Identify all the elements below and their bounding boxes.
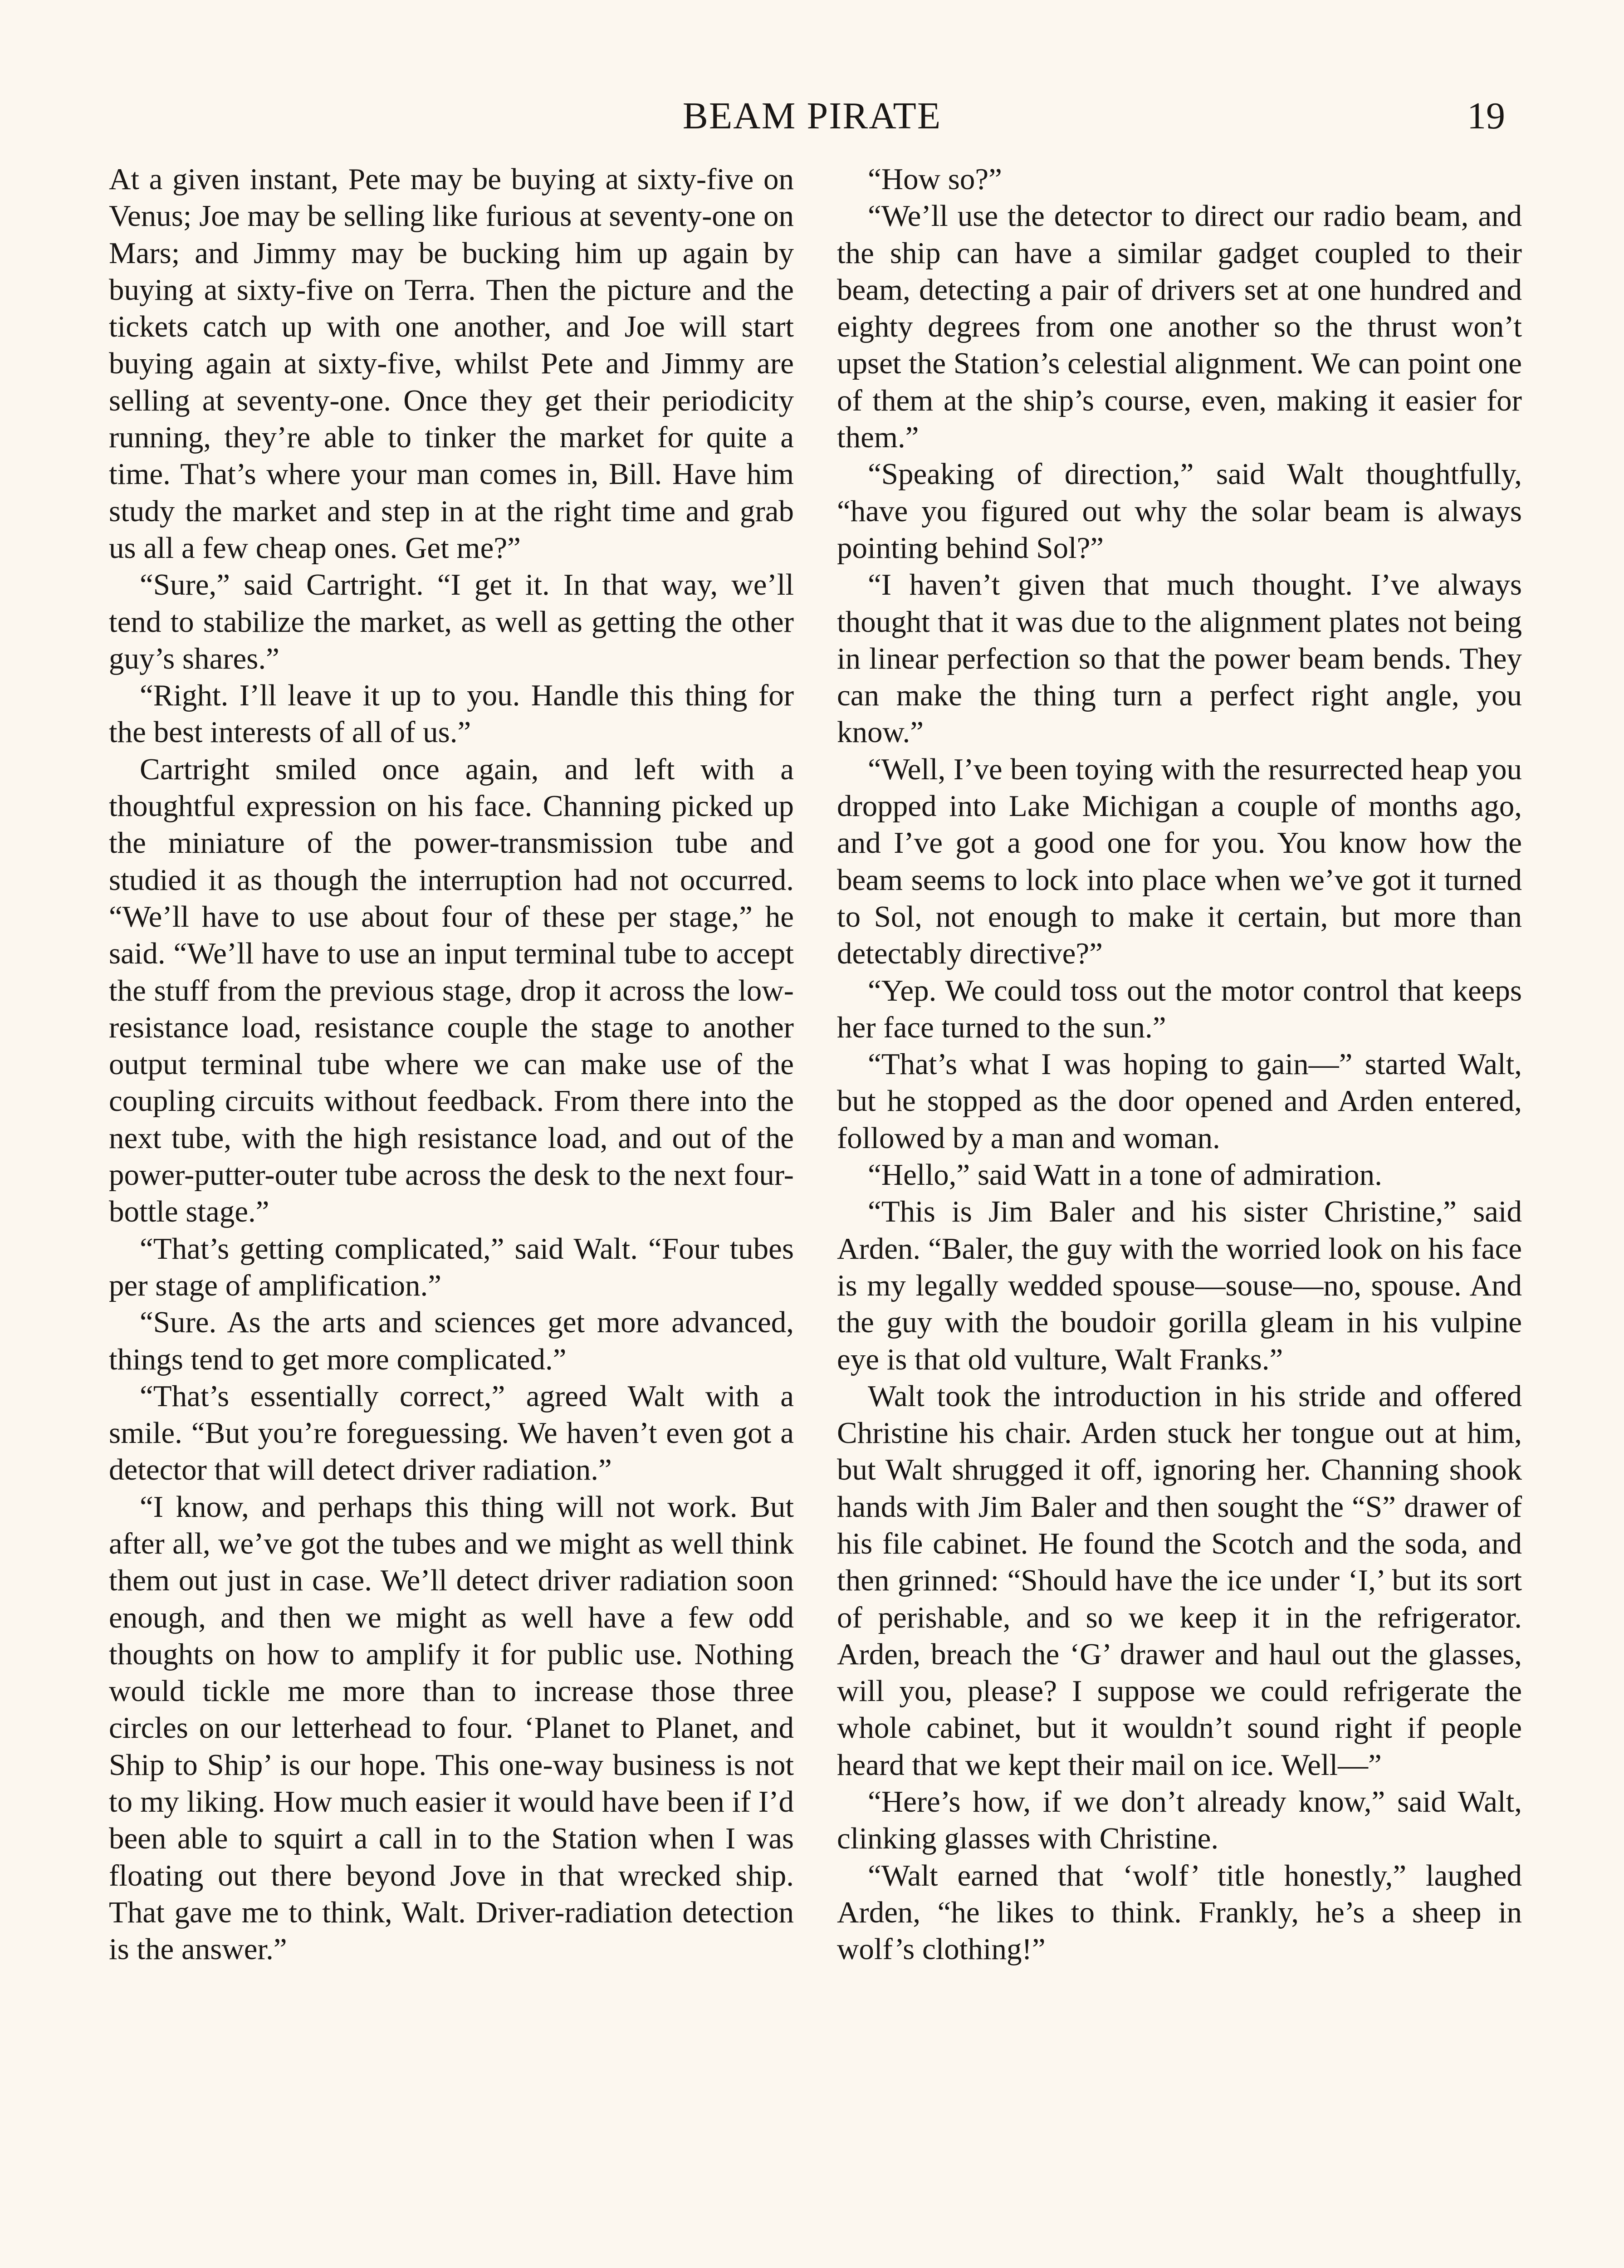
paragraph: At a given instant, Pete may be buying at sixty-five on Venus; Joe may be selling like furious at seventy-one on Mars; and Jimmy may be bucking him up again by buying at sixty-five on Terra. Then the picture and the tickets catch up with one another, and Joe will start buying again at sixty-five, whilst Pete and Jimmy are selling at seventy-one. Once they get their periodicity running, they’re able to tinker the market for quite a time. That’s where your man comes in, Bill. Have him study the market and step in at the right time and grab us all a few cheap ones. Get me?” — [109, 162, 794, 565]
paragraph: “That’s getting complicated,” said Walt. “Four tubes per stage of amplification.” — [109, 1232, 794, 1302]
paragraph: “How so?” — [868, 162, 1002, 196]
paragraph: “Walt earned that ‘wolf’ title honestly,” laughed Arden, “he likes to think. Frankly, he’s a sheep in wolf’s clothing!” — [837, 1858, 1522, 1966]
paragraph: “I haven’t given that much thought. I’ve always thought that it was due to the alignment plates not being in linear perfection so that the power beam bends. They can make the thing turn a perfect right angle, you know.” — [837, 568, 1522, 749]
paragraph: “I know, and perhaps this thing will not work. But after all, we’ve got the tubes and we might as well think them out just in case. We’ll detect driver radiation soon enough, and then we might as well have a few odd thoughts on how to amplify it for public use. Nothing would tickle me more than to increase those three circles on our letterhead to four. ‘Planet to Planet, and Ship to Ship’ is our hope. This one-way business is not to my liking. How much easier it would have been if I’d been able to squirt a call in to the Station when I was floating out there beyond Jove in that wrecked ship. That gave me to think, Walt. Driver-radiation detection is the answer.” — [109, 1490, 794, 1966]
right-column — [837, 161, 1522, 1968]
paragraph: “That’s essentially correct,” agreed Walt with a smile. “But you’re foreguessing. We haven’t even got a detector that will detect driver radiation.” — [109, 1379, 794, 1487]
paragraph: “We’ll use the detector to direct our radio beam, and the ship can have a similar gadget coupled to their beam, detecting a pair of drivers set at one hundred and eighty degrees from one another so the thrust won’t upset the Station’s celestial alignment. We can point one of them at the ship’s course, even, making it easier for them.” — [837, 199, 1522, 455]
paragraph: “Well, I’ve been toying with the resurrected heap you dropped into Lake Michigan a couple of months ago, and I’ve got a good one for you. You know how the beam seems to lock into place when we’ve got it turned to Sol, not enough to make it certain, but more than detectably directive?” — [837, 752, 1522, 971]
page-header — [0, 0, 1624, 154]
paragraph: “Hello,” said Watt in a tone of admiration. — [868, 1158, 1382, 1192]
paragraph: “This is Jim Baler and his sister Christine,” said Arden. “Baler, the guy with the worried look on his face is my legally wedded spouse—souse—no, spouse. And the guy with the boudoir gorilla gleam in his vulpine eye is that old vulture, Walt Franks.” — [837, 1195, 1522, 1376]
paragraph: Walt took the introduction in his stride and offered Christine his chair. Arden stuck her tongue out at him, but Walt shrugged it off, ignoring her. Channing shook hands with Jim Baler and then sought the “S” drawer of his file cabinet. He found the Scotch and the soda, and then grinned: “Should have the ice under ‘I,’ but its sort of perishable, and so we keep it in the refrigerator. Arden, breach the ‘G’ drawer and haul out the glasses, will you, please? I suppose we could refrigerate the whole cabinet, but it wouldn’t sound right if people heard that we kept their mail on ice. Well—” — [837, 1379, 1522, 1782]
paragraph: Cartright smiled once again, and left with a thoughtful expression on his face. Channing picked up the miniature of the power-transmission tube and studied it as though the interruption had not occurred. “We’ll have to use about four of these per stage,” he said. “We’ll have to use an input terminal tube to accept the stuff from the previous stage, drop it across the low-resistance load, resistance couple the stage to another output terminal tube where we can make use of the coupling circuits without feedback. From there into the next tube, with the high resistance load, and out of the power-putter-outer tube across the desk to the next four-bottle stage.” — [109, 752, 794, 1229]
paragraph: “Yep. We could toss out the motor control that keeps her face turned to the sun.” — [837, 973, 1522, 1044]
paragraph: “Speaking of direction,” said Walt thoughtfully, “have you figured out why the solar beam is always pointing behind Sol?” — [837, 457, 1522, 565]
paragraph: “Here’s how, if we don’t already know,” said Walt, clinking glasses with Christine. — [837, 1785, 1522, 1856]
left-column — [109, 161, 794, 1968]
paragraph: “Right. I’ll leave it up to you. Handle this thing for the best interests of all of us.” — [109, 679, 794, 749]
paragraph: “Sure,” said Cartright. “I get it. In that way, we’ll tend to stabilize the market, as well as getting the other guy’s shares.” — [109, 568, 794, 675]
paragraph: “That’s what I was hoping to gain—” started Walt, but he stopped as the door opened and Arden entered, followed by a man and woman. — [837, 1047, 1522, 1155]
running-title: BEAM PIRATE — [682, 95, 942, 137]
paragraph: “Sure. As the arts and sciences get more advanced, things tend to get more complicated.” — [109, 1305, 794, 1376]
page-number: 19 — [1467, 95, 1505, 137]
